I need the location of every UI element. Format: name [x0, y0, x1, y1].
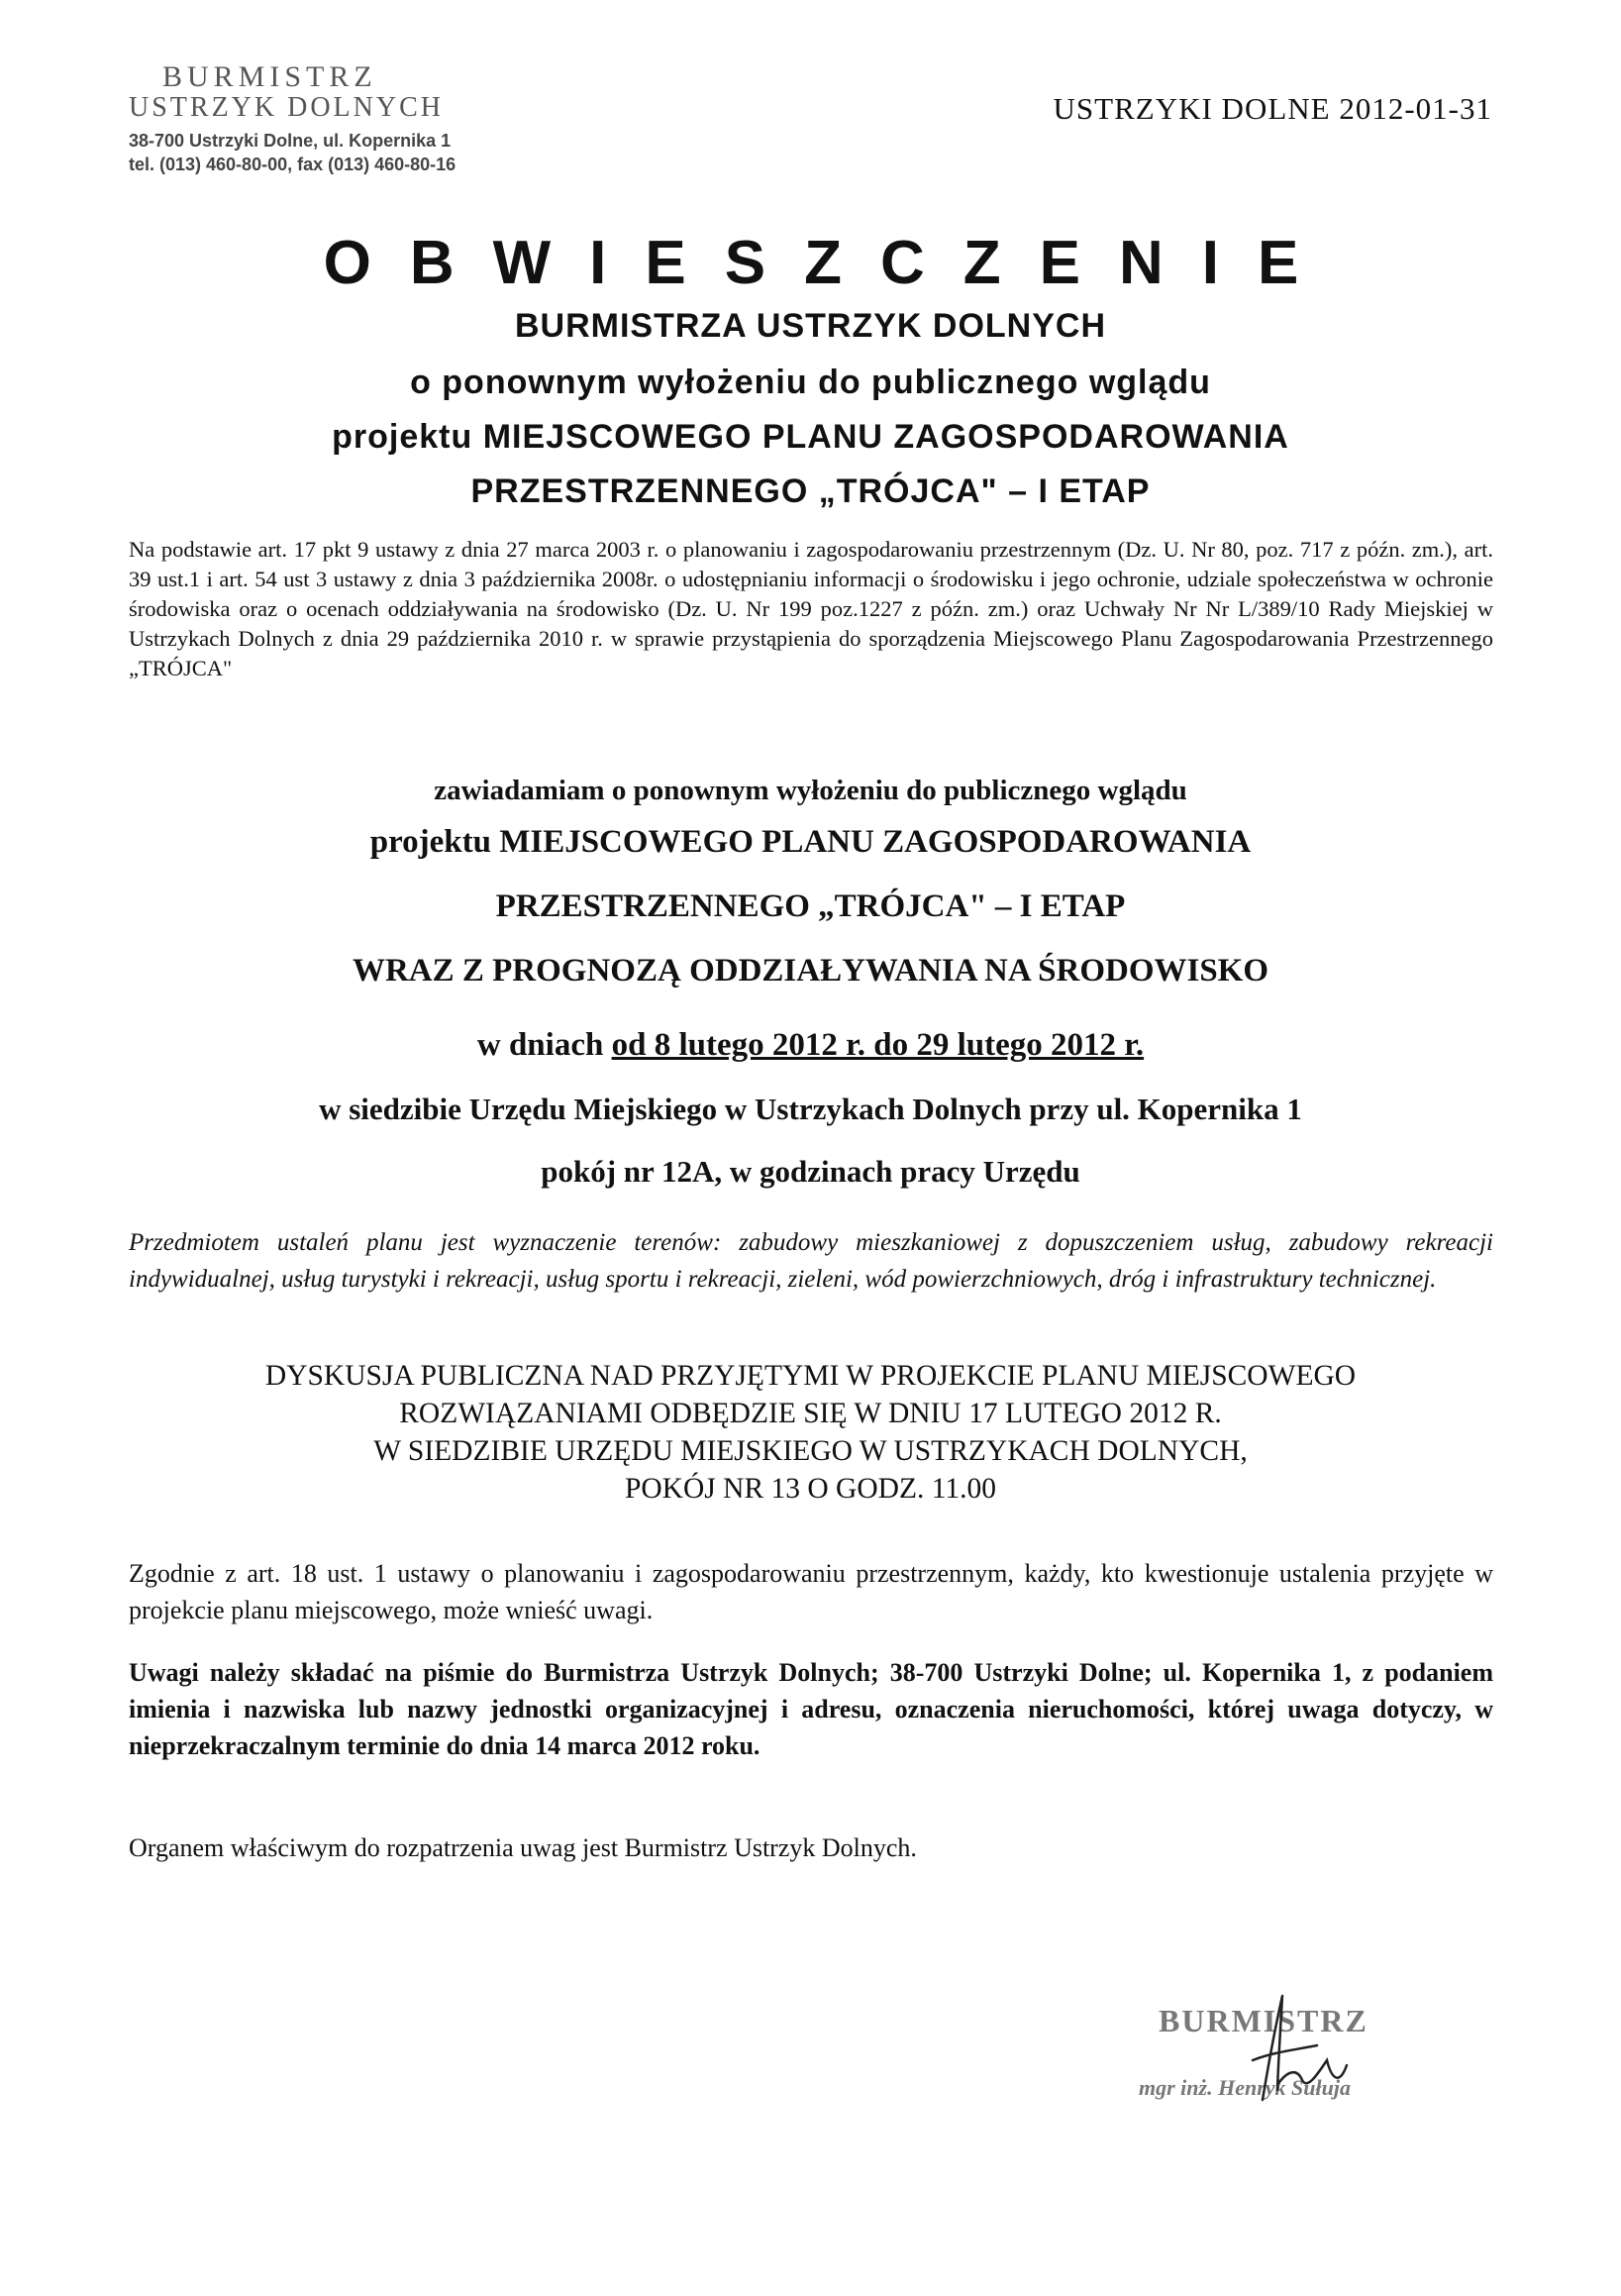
signature-name: mgr inż. Henryk Sułuja — [1139, 2075, 1351, 2100]
plan-subject-paragraph: Przedmiotem ustaleń planu jest wyznaczenie terenów: zabudowy mieszkaniowej z dopuszczeniem usług, zabudowy rekreacji indywidualnej, usług turystyki i rekreacji, usług sportu i rekreacji, zieleni, wód powierzchniowych, dróg i infrastruktury technicznej. — [129, 1229, 1493, 1293]
objection-submission-paragraph: Uwagi należy składać na piśmie do Burmistrza Ustrzyk Dolnych; 38-700 Ustrzyki Dolne; ul. Kopernika 1, z podaniem imienia i nazwiska lub nazwy jednostki organizacyjnej i adresu, oznaczenia nieruchomości, której uwaga dotyczy, w nieprzekraczalnym terminie do dnia 14 marca 2012 roku. — [129, 1658, 1493, 1760]
document-title: OBWIESZCZENIE — [323, 229, 1338, 297]
place-and-date: USTRZYKI DOLNE 2012-01-31 — [1053, 91, 1492, 126]
notice-location: w siedzibie Urzędu Miejskiego w Ustrzykach Dolnych przy ul. Kopernika 1 — [319, 1092, 1302, 1126]
signature-title: BURMISTRZ — [1159, 2003, 1368, 2038]
heading-line-2: o ponownym wyłożeniu do publicznego wglądu — [410, 364, 1211, 401]
handwritten-signature-icon — [1223, 1991, 1362, 2110]
notice-line-3: PRZESTRZENNEGO „TRÓJCA" – I ETAP — [495, 888, 1126, 924]
heading-line-4: PRZESTRZENNEGO „TRÓJCA" – I ETAP — [470, 472, 1151, 510]
public-discussion-block — [0, 1357, 1621, 1508]
signature-block — [1139, 1991, 1436, 2120]
stamp-line-2: USTRZYK DOLNYCH — [129, 92, 444, 123]
discussion-line-1: DYSKUSJA PUBLICZNA NAD PRZYJĘTYMI W PROJEKCIE PLANU MIEJSCOWEGO — [264, 1360, 1357, 1392]
heading-line-3: projektu MIEJSCOWEGO PLANU ZAGOSPODAROWANIA — [332, 418, 1289, 456]
discussion-line-3: W SIEDZIBIE URZĘDU MIEJSKIEGO W USTRZYKACH DOLNYCH, — [373, 1435, 1248, 1467]
notice-dates-prefix: w dniach — [476, 1027, 604, 1063]
notice-dates-range: od 8 lutego 2012 r. do 29 lutego 2012 r. — [611, 1027, 1145, 1063]
legal-basis-paragraph: Na podstawie art. 17 pkt 9 ustawy z dnia 27 marca 2003 r. o planowaniu i zagospodarowaniu przestrzennym (Dz. U. Nr 80, poz. 717 z późn. zm.), art. 39 ust.1 i art. 54 ust 3 ustawy z dnia 3 października 2008r. o udostępnianiu informacji o środowisku i jego ochronie, udziale społeczeństwa w ochronie środowiska oraz o ocenach oddziaływania na środowisko (Dz. U. Nr 199 poz.1227 z późn. zm.) oraz Uchwały Nr Nr L/389/10 Rady Miejskiej w Ustrzykach Dolnych z dnia 29 października 2010 r. w sprawie przystąpienia do sporządzenia Miejscowego Planu Zagospodarowania Przestrzennego „TRÓJCA" — [129, 537, 1493, 680]
heading-line-1: BURMISTRZA USTRZYK DOLNYCH — [514, 307, 1107, 345]
notice-line-1: zawiadamiam o ponownym wyłożeniu do publicznego wglądu — [434, 775, 1187, 806]
objection-right-paragraph: Zgodnie z art. 18 ust. 1 ustawy o planowaniu i zagospodarowaniu przestrzennym, każdy, kto kwestionuje ustalenia przyjęte w projekcie planu miejscowego, może wnieść uwagi. — [129, 1559, 1493, 1624]
notice-line-2: projektu MIEJSCOWEGO PLANU ZAGOSPODAROWANIA — [369, 824, 1252, 860]
stamp-phone: tel. (013) 460-80-00, fax (013) 460-80-16 — [129, 155, 456, 174]
stamp-line-1: BURMISTRZ — [162, 60, 377, 93]
discussion-line-4: POKÓJ NR 13 O GODZ. 11.00 — [624, 1473, 997, 1505]
stamp-address: 38-700 Ustrzyki Dolne, ul. Kopernika 1 — [129, 131, 452, 151]
competent-authority-paragraph: Organem właściwym do rozpatrzenia uwag jest Burmistrz Ustrzyk Dolnych. — [129, 1833, 917, 1862]
notice-dates — [0, 1027, 1621, 1064]
notice-room-hours: pokój nr 12A, w godzinach pracy Urzędu — [541, 1154, 1080, 1189]
discussion-line-2: ROZWIĄZANIAMI ODBĘDZIE SIĘ W DNIU 17 LUTEGO 2012 R. — [399, 1398, 1222, 1429]
office-stamp — [129, 61, 545, 176]
notice-line-4: WRAZ Z PROGNOZĄ ODDZIAŁYWANIA NA ŚRODOWISKO — [352, 953, 1269, 989]
